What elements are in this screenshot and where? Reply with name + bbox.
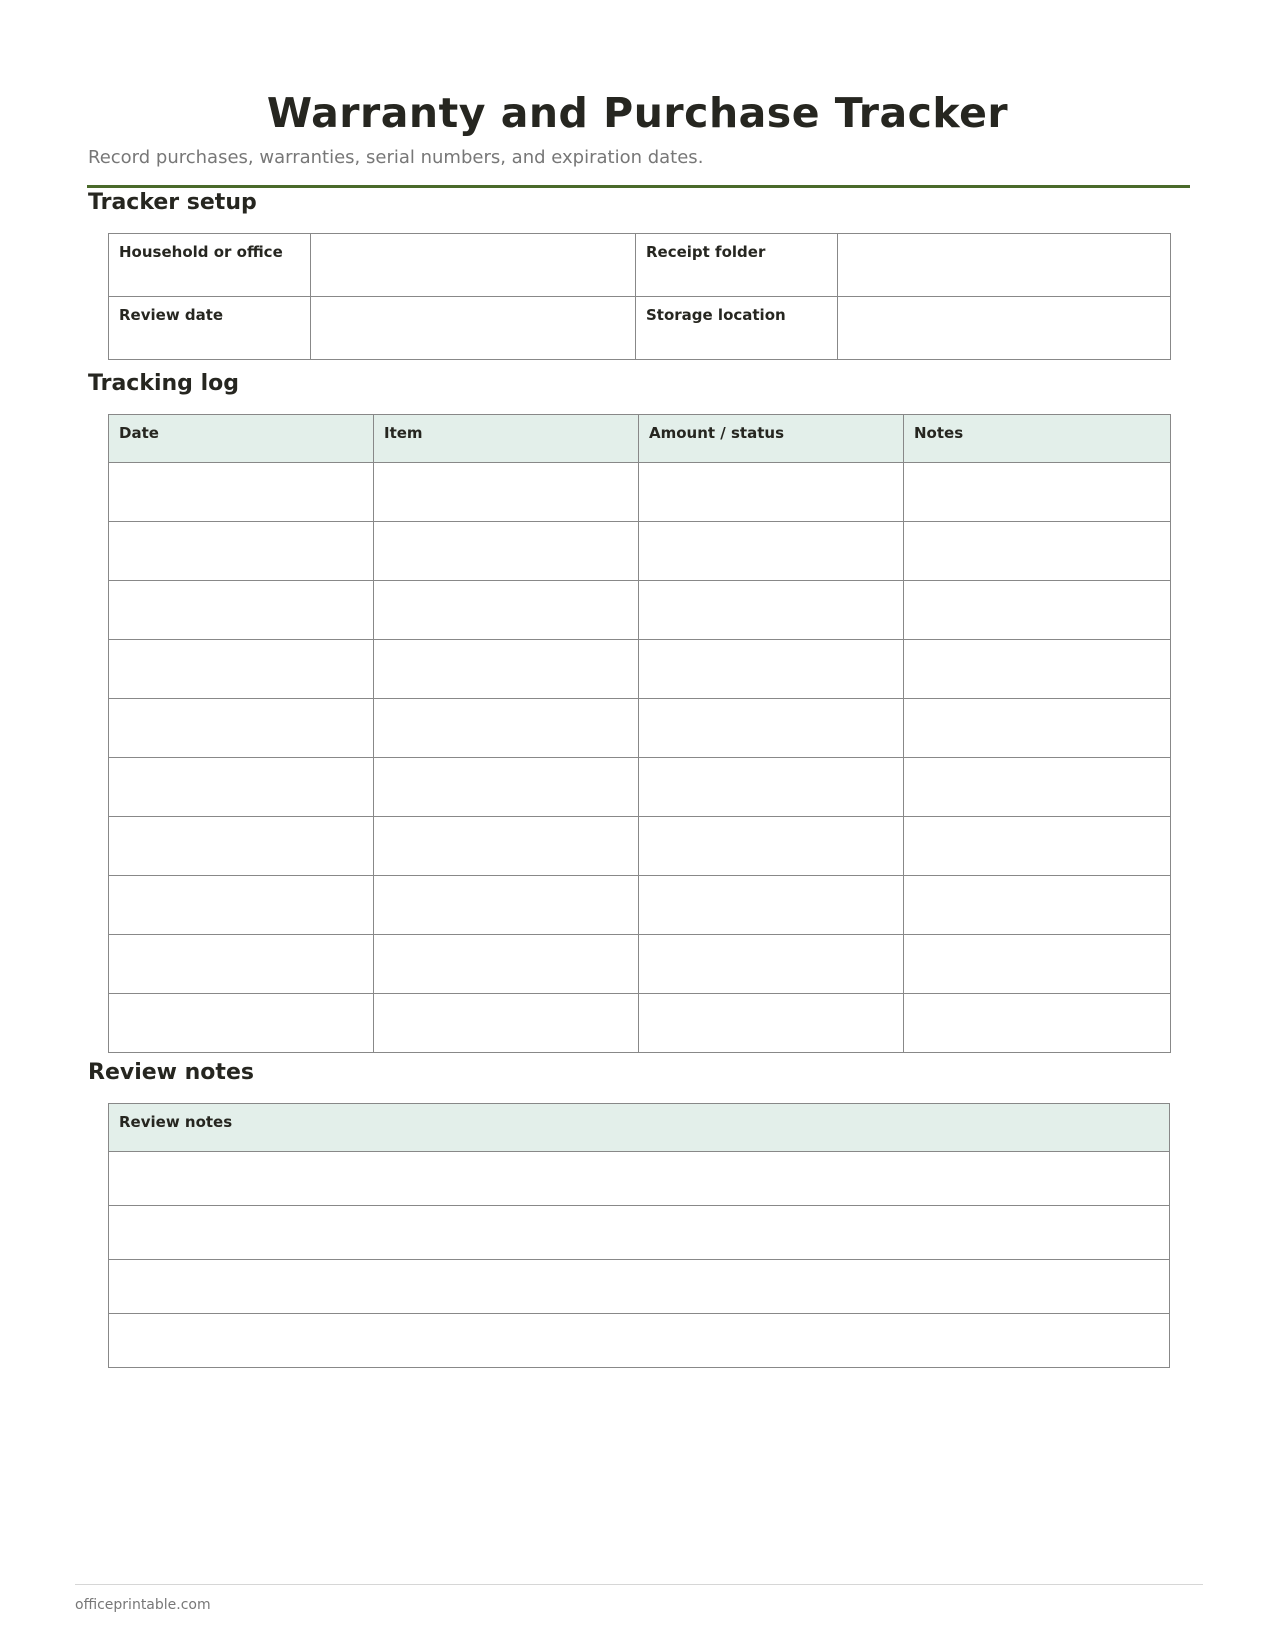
column-header-amount-status: Amount / status xyxy=(639,415,904,463)
log-cell[interactable] xyxy=(109,817,374,876)
receipt-folder-field[interactable] xyxy=(838,234,1171,297)
log-cell[interactable] xyxy=(374,640,639,699)
log-cell[interactable] xyxy=(109,994,374,1053)
log-cell[interactable] xyxy=(904,876,1171,935)
table-row xyxy=(109,581,1171,640)
log-cell[interactable] xyxy=(904,463,1171,522)
setup-row xyxy=(109,234,1171,297)
table-row xyxy=(109,1206,1170,1260)
title-divider xyxy=(87,185,1190,188)
review-date-label: Review date xyxy=(109,297,311,360)
column-header-date: Date xyxy=(109,415,374,463)
receipt-folder-label: Receipt folder xyxy=(636,234,838,297)
log-cell[interactable] xyxy=(904,817,1171,876)
log-cell[interactable] xyxy=(639,994,904,1053)
column-header-review-notes: Review notes xyxy=(109,1104,1170,1152)
log-cell[interactable] xyxy=(904,699,1171,758)
page-subtitle: Record purchases, warranties, serial numbers, and expiration dates. xyxy=(88,147,704,168)
log-cell[interactable] xyxy=(109,758,374,817)
column-header-notes: Notes xyxy=(904,415,1171,463)
log-cell[interactable] xyxy=(904,522,1171,581)
log-cell[interactable] xyxy=(639,581,904,640)
log-cell[interactable] xyxy=(639,758,904,817)
log-cell[interactable] xyxy=(374,935,639,994)
household-field[interactable] xyxy=(311,234,636,297)
log-cell[interactable] xyxy=(109,463,374,522)
log-cell[interactable] xyxy=(904,640,1171,699)
log-cell[interactable] xyxy=(639,935,904,994)
page-title: Warranty and Purchase Tracker xyxy=(266,89,1009,137)
notes-cell[interactable] xyxy=(109,1314,1170,1368)
log-cell[interactable] xyxy=(374,522,639,581)
table-row xyxy=(109,699,1171,758)
log-cell[interactable] xyxy=(639,817,904,876)
log-cell[interactable] xyxy=(639,640,904,699)
log-cell[interactable] xyxy=(374,876,639,935)
log-cell[interactable] xyxy=(904,758,1171,817)
column-header-item: Item xyxy=(374,415,639,463)
log-cell[interactable] xyxy=(109,640,374,699)
table-row xyxy=(109,640,1171,699)
log-cell[interactable] xyxy=(374,463,639,522)
log-cell[interactable] xyxy=(109,935,374,994)
table-row xyxy=(109,463,1171,522)
household-label: Household or office xyxy=(109,234,311,297)
log-cell[interactable] xyxy=(904,581,1171,640)
log-cell[interactable] xyxy=(374,994,639,1053)
log-cell[interactable] xyxy=(374,581,639,640)
notes-cell[interactable] xyxy=(109,1260,1170,1314)
table-row xyxy=(109,817,1171,876)
log-cell[interactable] xyxy=(109,522,374,581)
review-notes-table xyxy=(108,1103,1170,1368)
notes-cell[interactable] xyxy=(109,1152,1170,1206)
table-row xyxy=(109,935,1171,994)
notes-cell[interactable] xyxy=(109,1206,1170,1260)
log-cell[interactable] xyxy=(374,699,639,758)
footer-divider xyxy=(75,1584,1203,1585)
table-row xyxy=(109,758,1171,817)
log-cell[interactable] xyxy=(639,699,904,758)
log-cell[interactable] xyxy=(374,817,639,876)
log-cell[interactable] xyxy=(639,876,904,935)
log-cell[interactable] xyxy=(109,699,374,758)
tracking-log-table xyxy=(108,414,1171,1053)
log-cell[interactable] xyxy=(904,935,1171,994)
log-cell[interactable] xyxy=(109,581,374,640)
table-row xyxy=(109,1260,1170,1314)
setup-row xyxy=(109,297,1171,360)
notes-header-row xyxy=(109,1104,1170,1152)
storage-location-field[interactable] xyxy=(838,297,1171,360)
log-cell[interactable] xyxy=(904,994,1171,1053)
log-header-row xyxy=(109,415,1171,463)
table-row xyxy=(109,994,1171,1053)
table-row xyxy=(109,1152,1170,1206)
setup-table xyxy=(108,233,1171,360)
table-row xyxy=(109,876,1171,935)
log-cell[interactable] xyxy=(639,522,904,581)
table-row xyxy=(109,522,1171,581)
footer-site-link: officeprintable.com xyxy=(75,1597,211,1613)
review-date-field[interactable] xyxy=(311,297,636,360)
table-row xyxy=(109,1314,1170,1368)
log-cell[interactable] xyxy=(639,463,904,522)
storage-location-label: Storage location xyxy=(636,297,838,360)
log-cell[interactable] xyxy=(109,876,374,935)
log-heading: Tracking log xyxy=(88,371,239,396)
review-notes-heading: Review notes xyxy=(88,1060,254,1085)
log-cell[interactable] xyxy=(374,758,639,817)
setup-heading: Tracker setup xyxy=(88,190,257,215)
